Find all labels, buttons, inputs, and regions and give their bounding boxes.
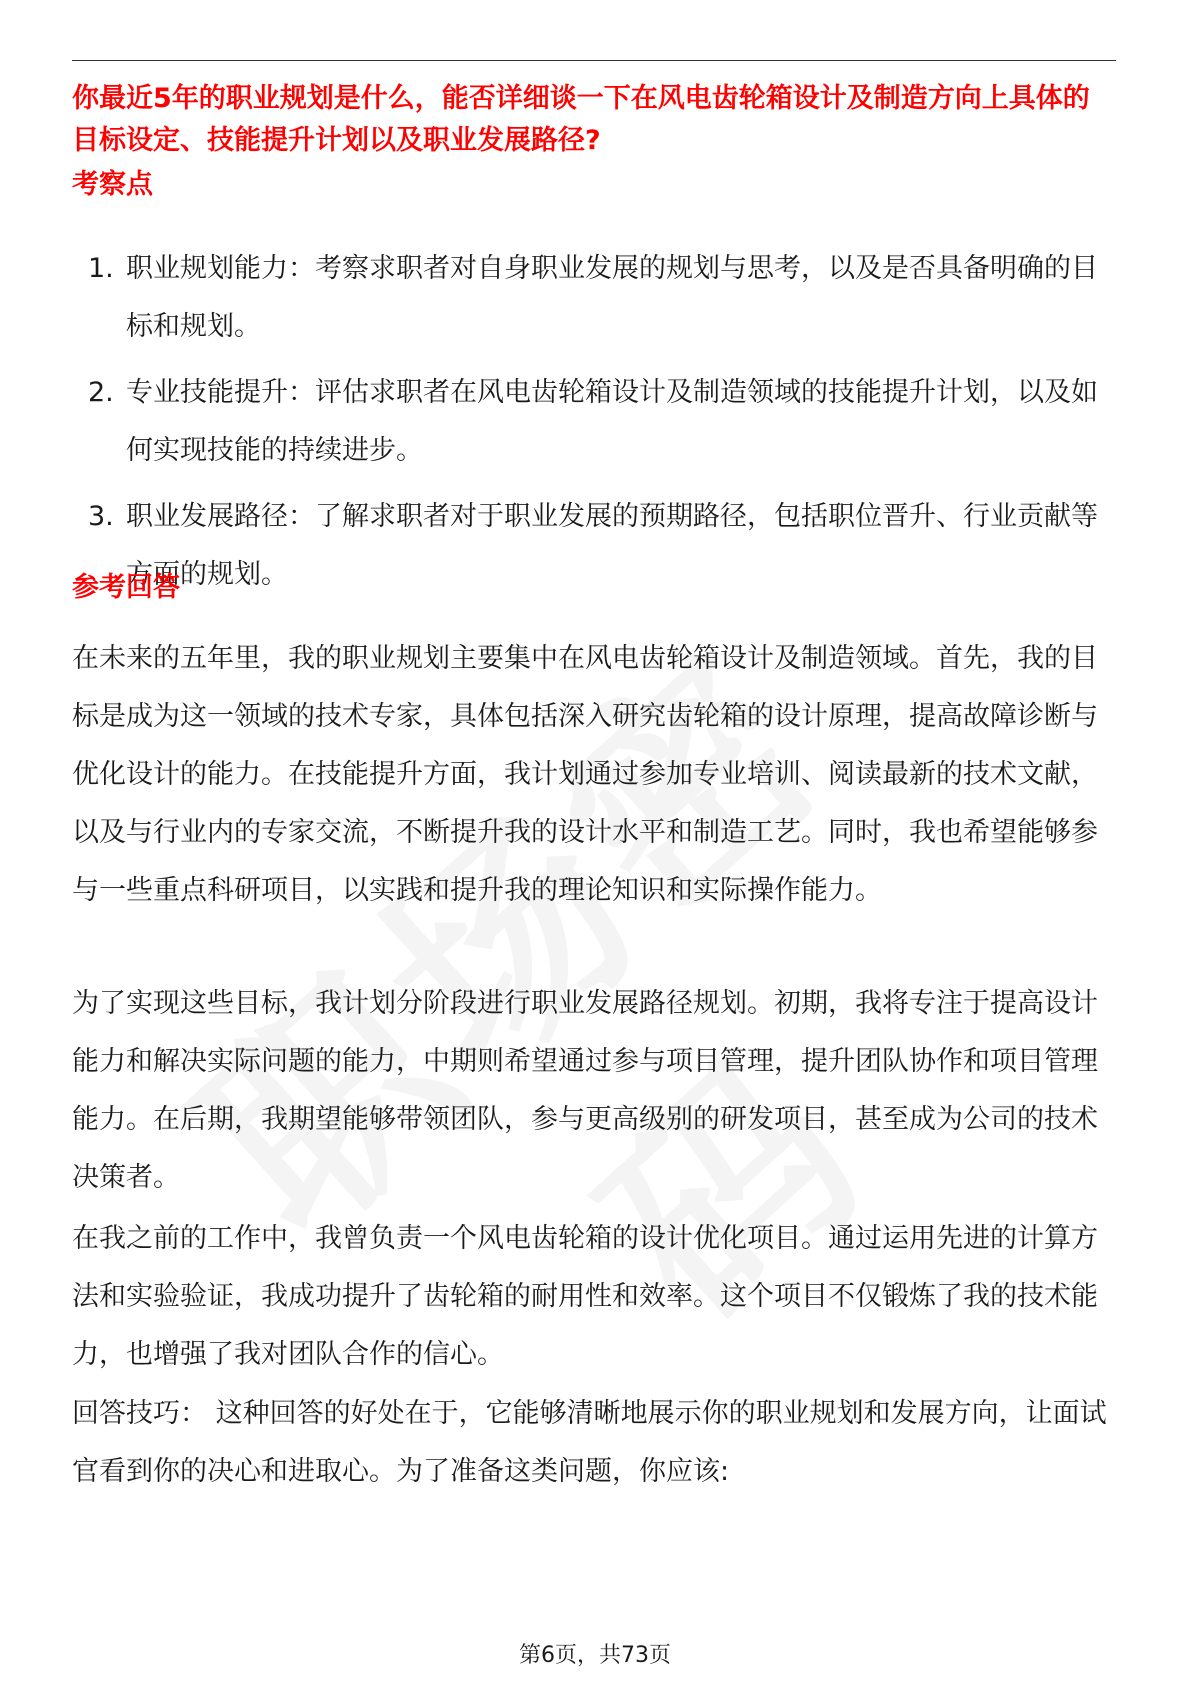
- list-item-text: 专业技能提升：评估求职者在风电齿轮箱设计及制造领域的技能提升计划，以及如何实现技能的持续进步。: [126, 377, 1098, 466]
- section-heading-answer: 参考回答: [72, 572, 180, 603]
- list-item: [88, 364, 1118, 480]
- list-number: 1.: [88, 253, 114, 284]
- list-number: 2.: [88, 377, 114, 408]
- answer-paragraph: 为了实现这些目标，我计划分阶段进行职业发展路径规划。初期，我将专注于提高设计能力和解决实际问题的能力，中期则希望通过参与项目管理，提升团队协作和项目管理能力。在后期，我期望能够带领团队，参与更高级别的研发项目，甚至成为公司的技术决策者。: [72, 988, 1098, 1193]
- list-item-text: 职业发展路径：了解求职者对于职业发展的预期路径，包括职位晋升、行业贡献等方面的规划。: [126, 501, 1098, 590]
- list-item: [88, 488, 1118, 604]
- list-item: [88, 240, 1118, 356]
- points-list: [88, 240, 1118, 612]
- list-number: 3.: [88, 501, 114, 532]
- answer-paragraph: 在我之前的工作中，我曾负责一个风电齿轮箱的设计优化项目。通过运用先进的计算方法和实验验证，我成功提升了齿轮箱的耐用性和效率。这个项目不仅锻炼了我的技术能力，也增强了我对团队合作的信心。: [72, 1223, 1098, 1370]
- page-footer: 第6页，共73页: [519, 1643, 671, 1668]
- question-title: 你最近5年的职业规划是什么，能否详细谈一下在风电齿轮箱设计及制造方向上具体的目标设定、技能提升计划以及职业发展路径?: [72, 83, 1090, 156]
- section-heading-points: 考察点: [72, 169, 153, 200]
- answer-paragraph: 在未来的五年里，我的职业规划主要集中在风电齿轮箱设计及制造领域。首先，我的目标是成为这一领域的技术专家，具体包括深入研究齿轮箱的设计原理，提高故障诊断与优化设计的能力。在技能提升方面，我计划通过参加专业培训、阅读最新的技术文献，以及与行业内的专家交流，不断提升我的设计水平和制造工艺。同时，我也希望能够参与一些重点科研项目，以实践和提升我的理论知识和实际操作能力。: [72, 643, 1098, 906]
- tips-paragraph: 回答技巧： 这种回答的好处在于，它能够清晰地展示你的职业规划和发展方向，让面试官看到你的决心和进取心。为了准备这类问题，你应该:: [72, 1398, 1107, 1487]
- top-rule: [72, 60, 1116, 61]
- list-item-text: 职业规划能力：考察求职者对自身职业发展的规划与思考，以及是否具备明确的目标和规划。: [126, 253, 1098, 342]
